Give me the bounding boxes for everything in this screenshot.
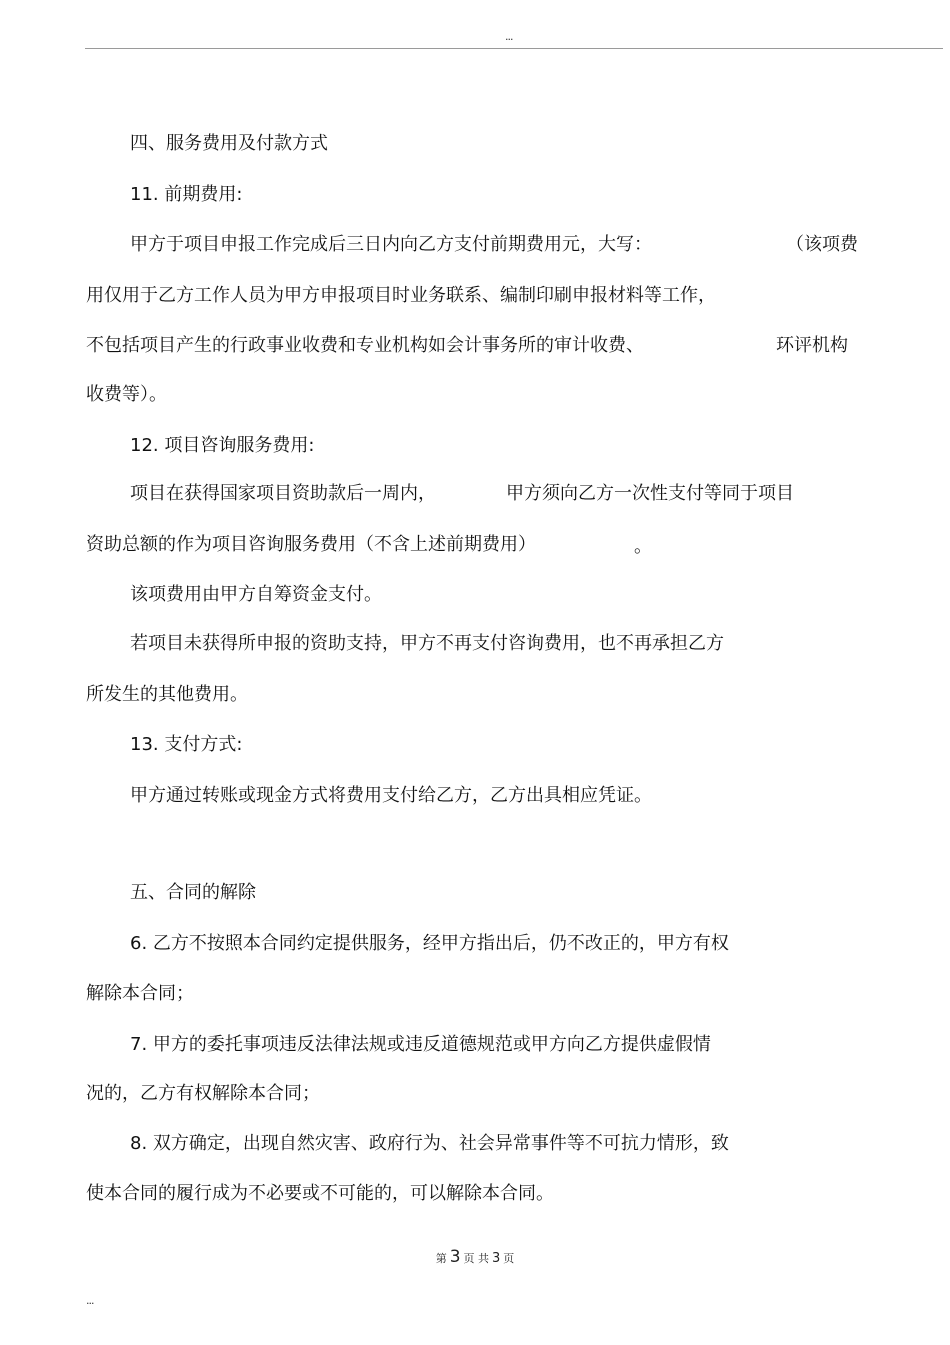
footer-middle: 页 共	[463, 1252, 490, 1265]
item-12-paragraph-line-3: 该项费用由甲方自筹资金支付。	[130, 584, 382, 605]
item-6-line-2: 解除本合同；	[86, 983, 194, 1004]
item-6-line-1: 6. 乙方不按照本合同约定提供服务，经甲方指出后，仍不改正的，甲方有权	[130, 933, 729, 954]
section-5-title: 五、合同的解除	[130, 882, 256, 903]
item-7-line-2: 况的，乙方有权解除本合同；	[86, 1083, 320, 1104]
item-7-line-1: 7. 甲方的委托事项违反法律法规或违反道德规范或甲方向乙方提供虚假情	[130, 1034, 711, 1055]
section-4-title: 四、服务费用及付款方式	[130, 133, 328, 154]
footer-dots: ...	[86, 1294, 94, 1307]
item-11-title: 11. 前期费用:	[130, 184, 243, 205]
item-11-paragraph-line-2: 用仅用于乙方工作人员为甲方申报项目时业务联系、编制印刷申报材料等工作，	[86, 285, 716, 306]
footer-page-number: 3	[449, 1247, 461, 1267]
header-dots: ...	[505, 30, 513, 43]
page-footer	[0, 1247, 950, 1267]
item-12-paragraph-line-1b: 甲方须向乙方一次性支付等同于项目	[506, 483, 794, 504]
item-11-paragraph-line-3b: 环评机构	[776, 335, 848, 356]
item-12-paragraph-line-2b: 。	[634, 536, 652, 557]
item-11-paragraph-line-1a: 甲方于项目申报工作完成后三日内向乙方支付前期费用元，大写：	[130, 234, 652, 255]
header-rule	[85, 48, 943, 49]
item-13-paragraph: 甲方通过转账或现金方式将费用支付给乙方，乙方出具相应凭证。	[130, 785, 652, 806]
footer-suffix: 页	[503, 1252, 515, 1265]
item-12-paragraph-line-2a: 资助总额的作为项目咨询服务费用（不含上述前期费用）	[86, 534, 536, 555]
item-11-paragraph-line-3a: 不包括项目产生的行政事业收费和专业机构如会计事务所的审计收费、	[86, 335, 644, 356]
item-12-paragraph-line-1a: 项目在获得国家项目资助款后一周内，	[130, 483, 436, 504]
item-12-paragraph-line-4: 若项目未获得所申报的资助支持，甲方不再支付咨询费用，也不再承担乙方	[130, 633, 724, 654]
footer-prefix: 第	[435, 1252, 447, 1265]
footer-total-pages: 3	[492, 1251, 501, 1266]
item-8-line-1: 8. 双方确定，出现自然灾害、政府行为、社会异常事件等不可抗力情形，致	[130, 1133, 729, 1154]
item-13-title: 13. 支付方式:	[130, 734, 243, 755]
item-11-paragraph-line-4: 收费等）。	[86, 384, 167, 405]
item-12-title: 12. 项目咨询服务费用:	[130, 435, 315, 456]
item-12-paragraph-line-5: 所发生的其他费用。	[86, 684, 248, 705]
item-11-paragraph-line-1b: （该项费	[786, 234, 858, 255]
item-8-line-2: 使本合同的履行成为不必要或不可能的，可以解除本合同。	[86, 1183, 554, 1204]
